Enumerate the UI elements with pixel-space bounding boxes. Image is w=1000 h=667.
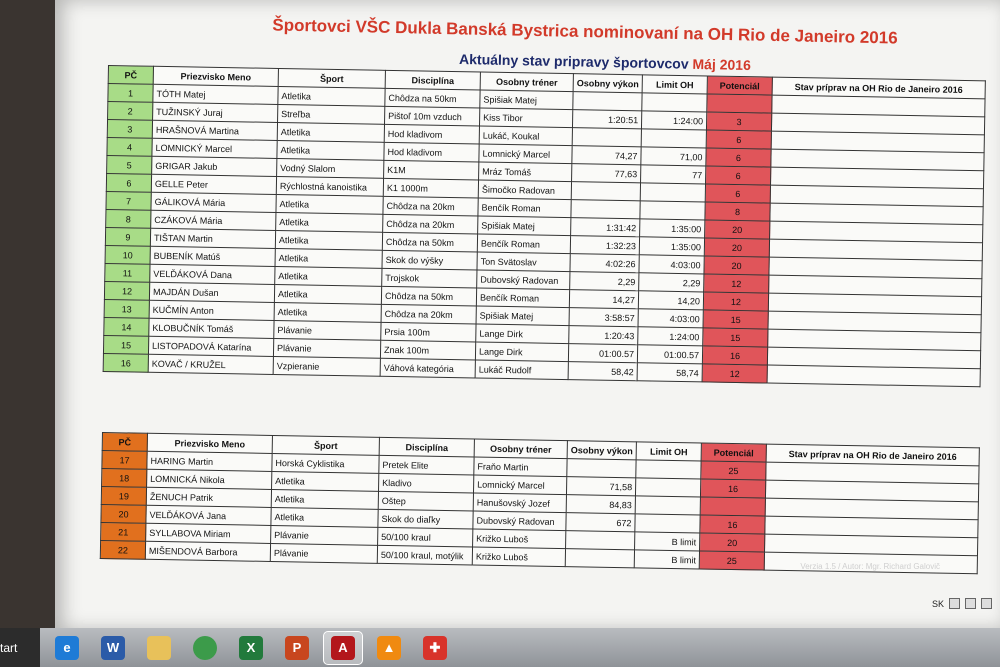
taskbar-powerpoint[interactable] [278, 632, 316, 664]
potential-cell: 16 [702, 346, 767, 365]
taskbar-acrobat[interactable] [324, 632, 362, 664]
potential-cell: 6 [706, 166, 771, 185]
folder-icon [147, 636, 171, 660]
header-limit: Limit OH [636, 442, 701, 461]
potential-cell: 12 [703, 292, 768, 311]
limit-cell [635, 496, 700, 515]
sport-cell: Atletika [274, 302, 381, 322]
performance-cell: 672 [566, 513, 635, 532]
taskbar-vlc[interactable] [370, 632, 408, 664]
sport-cell: Atletika [277, 122, 384, 142]
language-indicator[interactable]: SK [931, 598, 944, 609]
performance-cell: 1:20:43 [569, 326, 638, 345]
header-performance: Osobny výkon [573, 74, 642, 93]
discipline-cell: Chôdza na 50km [381, 286, 476, 306]
ie-icon: e [55, 636, 79, 660]
header-potential: Potenciál [707, 76, 772, 95]
performance-cell: 1:20:51 [572, 110, 641, 129]
header-name: Priezvisko Meno [153, 66, 278, 86]
excel-icon: X [239, 636, 263, 660]
name-cell: KOVAČ / KRUŽEL [148, 354, 273, 374]
header-performance: Osobny výkon [567, 441, 636, 460]
sport-cell: Atletika [276, 194, 383, 214]
potential-cell: 3 [706, 112, 771, 131]
trainer-cell: Lange Dirk [476, 324, 569, 344]
sport-cell: Vodný Slalom [277, 158, 384, 178]
trainer-cell: Križko Luboš [473, 529, 566, 549]
potential-cell: 6 [706, 130, 771, 149]
sport-cell: Atletika [276, 212, 383, 232]
discipline-cell: Chôdza na 20km [383, 214, 478, 234]
name-cell: GELLE Peter [151, 174, 276, 194]
discipline-cell: Váhová kategória [380, 358, 475, 378]
limit-cell: B limit [634, 550, 699, 569]
limit-cell: 1:24:00 [641, 111, 706, 130]
taskbar-excel[interactable] [232, 632, 270, 664]
pc-cell: 12 [104, 281, 149, 300]
name-cell: KUČMÍN Anton [149, 300, 274, 320]
pc-cell: 4 [107, 137, 152, 156]
limit-cell: 77 [641, 165, 706, 184]
sport-cell: Plávanie [270, 543, 377, 563]
trainer-cell: Benčík Roman [477, 234, 570, 254]
pc-cell: 9 [105, 227, 150, 246]
limit-cell: 01:00.57 [637, 345, 702, 364]
limit-cell [641, 129, 706, 148]
discipline-cell: Trojskok [382, 268, 477, 288]
trainer-cell: Dubovský Radovan [477, 270, 570, 290]
limit-cell: 4:03:00 [638, 309, 703, 328]
sport-cell: Atletika [275, 266, 382, 286]
pc-cell: 14 [104, 317, 149, 336]
sport-cell: Atletika [272, 471, 379, 491]
trainer-cell: Spišiak Matej [480, 90, 573, 110]
sport-cell: Plávanie [273, 338, 380, 358]
name-cell: VELĎÁKOVÁ Dana [150, 264, 275, 284]
sport-cell: Atletika [278, 86, 385, 106]
trainer-cell: Spišiak Matej [478, 216, 571, 236]
performance-cell [571, 182, 640, 201]
header-potential: Potenciál [701, 443, 766, 462]
discipline-cell: K1 1000m [383, 178, 478, 198]
limit-cell: 2,29 [639, 273, 704, 292]
limit-cell: 1:35:00 [640, 219, 705, 238]
performance-cell: 4:02:26 [570, 254, 639, 273]
header-discipline: Disciplína [385, 70, 480, 90]
name-cell: CZÁKOVÁ Mária [151, 210, 276, 230]
name-cell: TUŽINSKÝ Juraj [153, 102, 278, 122]
trainer-cell: Hanušovský Jozef [473, 493, 566, 513]
taskbar-chrome[interactable] [186, 632, 224, 664]
name-cell: HRAŠNOVÁ Martina [152, 120, 277, 140]
potential-cell: 20 [700, 533, 765, 552]
performance-cell [565, 549, 634, 568]
pc-cell: 22 [100, 540, 145, 559]
sport-cell: Plávanie [274, 320, 381, 340]
status-cell [767, 365, 980, 387]
sport-cell: Atletika [277, 140, 384, 160]
performance-cell [566, 531, 635, 550]
taskbar-word[interactable] [94, 632, 132, 664]
performance-cell: 58,42 [568, 362, 637, 381]
limit-cell: B limit [635, 532, 700, 551]
discipline-cell: Pištoľ 10m vzduch [385, 106, 480, 126]
name-cell: VELĎÁKOVÁ Jana [146, 505, 271, 525]
sport-cell: Atletika [271, 489, 378, 509]
discipline-cell: Oštep [378, 491, 473, 511]
performance-cell [573, 92, 642, 111]
trainer-cell: Lomnický Marcel [479, 144, 572, 164]
limit-cell: 1:35:00 [639, 237, 704, 256]
name-cell: LOMNICKÁ Nikola [147, 469, 272, 489]
trainer-cell: Šimočko Radovan [478, 180, 571, 200]
trainer-cell: Kiss Tibor [479, 108, 572, 128]
pc-cell: 6 [106, 173, 151, 192]
chrome-icon [193, 636, 217, 660]
trainer-cell: Lukáč Rudolf [475, 360, 568, 380]
subtitle-main: Aktuálny stav pripravy športovcov [458, 50, 689, 72]
performance-cell [572, 128, 641, 147]
word-icon: W [101, 636, 125, 660]
trainer-cell: Ton Svätoslav [477, 252, 570, 272]
performance-cell: 14,27 [569, 290, 638, 309]
name-cell: KLOBUČNÍK Tomáš [149, 318, 274, 338]
taskbar-explorer[interactable] [140, 632, 178, 664]
slide-title: Športovci VŠC Dukla Banská Bystrica nominovaní na OH Rio de Janeiro 2016 [272, 15, 898, 48]
header-status: Stav príprav na OH Rio de Janeiro 2016 [772, 77, 985, 99]
discipline-cell: Hod kladivom [384, 142, 479, 162]
sport-cell: Vzpieranie [273, 356, 380, 376]
performance-cell [571, 200, 640, 219]
pc-cell: 17 [102, 451, 147, 470]
discipline-cell: K1M [384, 160, 479, 180]
potential-cell: 20 [705, 220, 770, 239]
pc-cell: 13 [104, 299, 149, 318]
pc-cell: 20 [101, 504, 146, 523]
performance-cell: 1:32:23 [570, 236, 639, 255]
vlc-icon: ▲ [377, 636, 401, 660]
pc-cell: 10 [105, 245, 150, 264]
potential-cell: 12 [702, 364, 767, 383]
sport-cell: Atletika [275, 248, 382, 268]
name-cell: ŽENUCH Patrik [146, 487, 271, 507]
performance-cell: 84,83 [566, 495, 635, 514]
potential-cell: 16 [700, 515, 765, 534]
trainer-cell: Lange Dirk [475, 342, 568, 362]
header-trainer: Osobny tréner [474, 439, 567, 459]
pc-cell: 21 [101, 522, 146, 541]
potential-cell: 6 [705, 184, 770, 203]
header-discipline: Disciplína [379, 437, 474, 457]
discipline-cell: 50/100 kraul, motýlik [377, 545, 472, 565]
presenter-icon: ✚ [423, 636, 447, 660]
trainer-cell: Benčík Roman [476, 288, 569, 308]
volume-icon[interactable] [981, 598, 992, 609]
powerpoint-icon: P [285, 636, 309, 660]
taskbar [0, 628, 1000, 667]
performance-cell: 2,29 [570, 272, 639, 291]
network-icon[interactable] [949, 598, 960, 609]
potential-cell: 20 [704, 238, 769, 257]
discipline-cell: 50/100 kraul [378, 527, 473, 547]
potential-cell: 25 [699, 551, 764, 570]
discipline-cell: Pretek Elite [379, 455, 474, 475]
header-limit: Limit OH [642, 75, 707, 94]
name-cell: SYLLABOVA Miriam [146, 523, 271, 543]
flag-icon[interactable] [965, 598, 976, 609]
discipline-cell: Skok do diaľky [378, 509, 473, 529]
discipline-cell: Prsia 100m [381, 322, 476, 342]
header-sport: Šport [278, 68, 385, 88]
header-pc: PČ [102, 433, 147, 452]
pc-cell: 1 [108, 84, 153, 103]
pc-cell: 16 [103, 353, 148, 372]
performance-cell: 3:58:57 [569, 308, 638, 327]
pc-cell: 3 [107, 120, 152, 139]
discipline-cell: Znak 100m [380, 340, 475, 360]
name-cell: LISTOPADOVÁ Katarína [148, 336, 273, 356]
limit-cell [640, 183, 705, 202]
discipline-cell: Chôdza na 20km [381, 304, 476, 324]
limit-cell [640, 201, 705, 220]
name-cell: MAJDÁN Dušan [149, 282, 274, 302]
trainer-cell: Fraňo Martin [474, 457, 567, 477]
name-cell: HARING Martin [147, 451, 272, 471]
header-pc: PČ [108, 66, 153, 85]
discipline-cell: Skok do výšky [382, 250, 477, 270]
watermark: Verzia 1.5 / Autor: Mgr. Richard Galovič [800, 562, 940, 571]
trainer-cell: Dubovský Radovan [473, 511, 566, 531]
pc-cell: 5 [107, 155, 152, 174]
limit-cell: 58,74 [637, 363, 702, 382]
header-trainer: Osobny tréner [480, 72, 573, 92]
discipline-cell: Chôdza na 50km [382, 232, 477, 252]
taskbar-presenter[interactable] [416, 632, 454, 664]
limit-cell [635, 478, 700, 497]
taskbar-ie[interactable] [48, 632, 86, 664]
discipline-cell: Chôdza na 20km [383, 196, 478, 216]
pc-cell: 2 [108, 102, 153, 121]
potential-cell: 25 [701, 461, 766, 480]
name-cell: TÓTH Matej [153, 84, 278, 104]
discipline-cell: Hod kladivom [384, 124, 479, 144]
name-cell: BUBENÍK Matúš [150, 246, 275, 266]
limit-cell: 1:24:00 [638, 327, 703, 346]
system-tray[interactable] [932, 598, 992, 609]
limit-cell: 14,20 [638, 291, 703, 310]
sport-cell: Atletika [271, 507, 378, 527]
performance-cell: 77,63 [572, 164, 641, 183]
potential-cell: 15 [703, 328, 768, 347]
limit-cell [642, 93, 707, 112]
pc-cell: 8 [106, 209, 151, 228]
potential-cell: 16 [700, 479, 765, 498]
header-name: Priezvisko Meno [147, 433, 272, 453]
potential-cell: 20 [704, 256, 769, 275]
potential-cell: 15 [703, 310, 768, 329]
sport-cell: Atletika [275, 230, 382, 250]
pc-cell: 19 [101, 487, 146, 506]
pc-cell: 15 [103, 335, 148, 354]
acrobat-icon: A [331, 636, 355, 660]
name-cell: GÁLIKOVÁ Mária [151, 192, 276, 212]
name-cell: LOMNICKÝ Marcel [152, 138, 277, 158]
candidates-table [100, 432, 980, 574]
trainer-cell: Lomnický Marcel [473, 475, 566, 495]
discipline-cell: Chôdza na 50km [385, 88, 480, 108]
discipline-cell: Kladivo [379, 473, 474, 493]
potential-cell: 12 [704, 274, 769, 293]
start-button[interactable]: tart [0, 628, 40, 667]
trainer-cell: Benčík Roman [478, 198, 571, 218]
limit-cell: 71,00 [641, 147, 706, 166]
trainer-cell: Mráz Tomáš [479, 162, 572, 182]
trainer-cell: Spišiak Matej [476, 306, 569, 326]
sport-cell: Horská Cyklistika [272, 453, 379, 473]
limit-cell [636, 460, 701, 479]
nominated-table [103, 65, 986, 387]
sport-cell: Plávanie [271, 525, 378, 545]
subtitle-month: Máj 2016 [692, 55, 752, 74]
header-status: Stav príprav na OH Rio de Janeiro 2016 [766, 444, 979, 466]
name-cell: TIŠTAN Martin [150, 228, 275, 248]
potential-cell [700, 497, 765, 516]
sport-cell: Rýchlostná kanoistika [276, 176, 383, 196]
sport-cell: Atletika [274, 284, 381, 304]
trainer-cell: Križko Luboš [472, 547, 565, 567]
performance-cell: 1:31:42 [571, 218, 640, 237]
limit-cell: 4:03:00 [639, 255, 704, 274]
performance-cell: 74,27 [572, 146, 641, 165]
performance-cell [567, 459, 636, 478]
name-cell: GRIGAR Jakub [152, 156, 277, 176]
sport-cell: Streľba [278, 104, 385, 124]
header-sport: Šport [272, 435, 379, 455]
pc-cell: 7 [106, 191, 151, 210]
potential-cell: 6 [706, 148, 771, 167]
pc-cell: 18 [102, 469, 147, 488]
trainer-cell: Lukáč, Koukal [479, 126, 572, 146]
name-cell: MIŠENDOVÁ Barbora [145, 541, 270, 561]
pc-cell: 11 [105, 263, 150, 282]
performance-cell: 01:00.57 [568, 344, 637, 363]
potential-cell [707, 94, 772, 113]
potential-cell: 8 [705, 202, 770, 221]
limit-cell [635, 514, 700, 533]
performance-cell: 71,58 [566, 477, 635, 496]
